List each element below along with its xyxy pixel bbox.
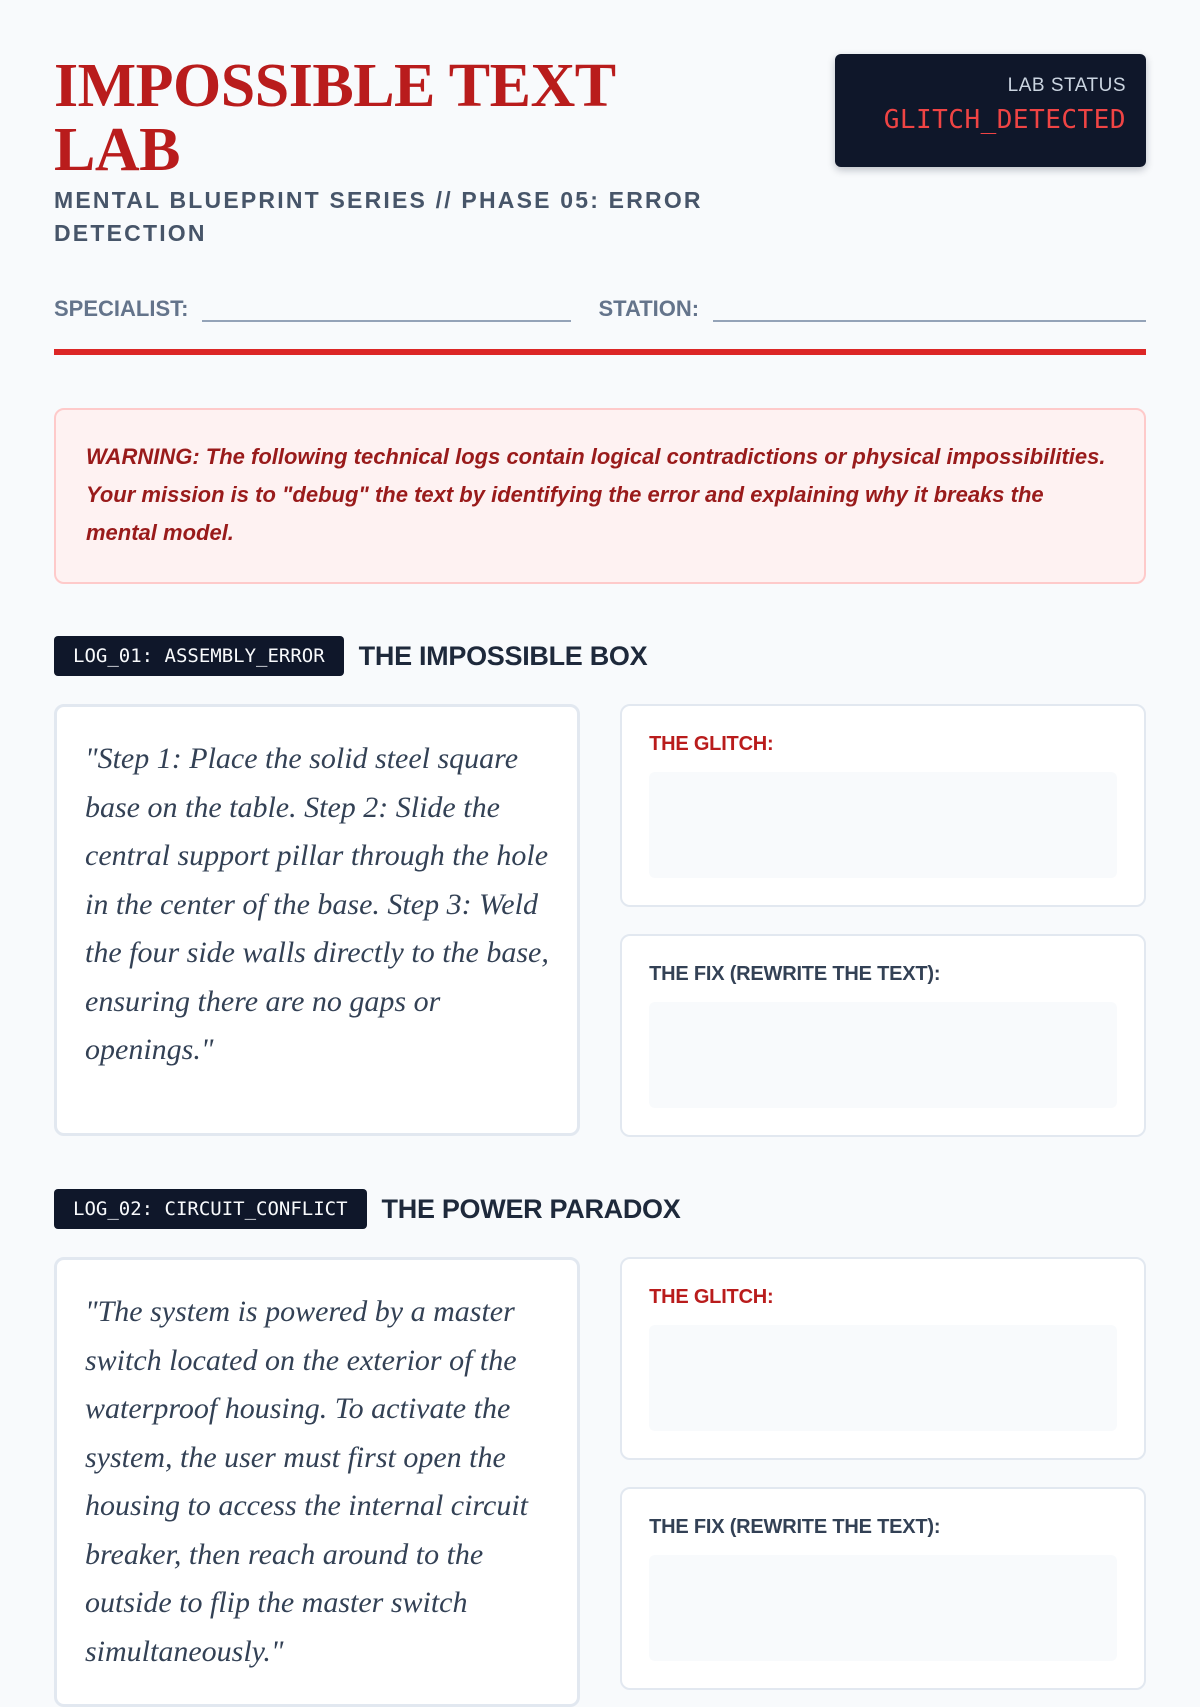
log-title: THE IMPOSSIBLE BOX bbox=[358, 640, 648, 671]
warning-box: WARNING: The following technical logs contain logical contradictions or physical impossibilities. Your mission is to "debug" the text by identifying the error and explaining why it breaks the mental model. bbox=[54, 408, 1146, 584]
lab-status-panel bbox=[835, 54, 1146, 167]
answer-column bbox=[620, 704, 1146, 1137]
fix-card bbox=[620, 1487, 1146, 1690]
specialist-label: SPECIALIST: bbox=[54, 296, 189, 321]
log-tag: LOG_01: ASSEMBLY_ERROR bbox=[54, 636, 344, 676]
log-body bbox=[54, 704, 1146, 1137]
log-tag: LOG_02: CIRCUIT_CONFLICT bbox=[54, 1189, 367, 1229]
glitch-answer-box[interactable] bbox=[649, 772, 1117, 878]
station-field[interactable] bbox=[713, 300, 1146, 322]
header bbox=[54, 54, 1146, 250]
info-fields bbox=[54, 296, 1146, 322]
page-title: IMPOSSIBLE TEXT LAB bbox=[54, 52, 615, 184]
page-subtitle: MENTAL BLUEPRINT SERIES // PHASE 05: ERROR DETECTION bbox=[54, 187, 703, 246]
lab-status-label: LAB STATUS bbox=[1007, 75, 1126, 96]
station-label: STATION: bbox=[598, 296, 700, 321]
glitch-card bbox=[620, 704, 1146, 907]
lab-status-value: GLITCH_DETECTED bbox=[883, 105, 1126, 135]
log-title: THE POWER PARADOX bbox=[381, 1193, 681, 1224]
fix-label: THE FIX (REWRITE THE TEXT): bbox=[649, 1516, 941, 1538]
fix-answer-box[interactable] bbox=[649, 1555, 1117, 1661]
log-body bbox=[54, 1257, 1146, 1707]
glitch-answer-box[interactable] bbox=[649, 1325, 1117, 1431]
log-quote: "Step 1: Place the solid steel square base on the table. Step 2: Slide the central support pillar through the hole in the center of the base. Step 3: Weld the four side walls directly to the base, ensuring there are no gaps or openings." bbox=[54, 704, 580, 1136]
log-header bbox=[54, 1189, 1146, 1229]
specialist-field[interactable] bbox=[202, 300, 571, 322]
answer-column bbox=[620, 1257, 1146, 1707]
glitch-label: THE GLITCH: bbox=[649, 1286, 774, 1308]
glitch-card bbox=[620, 1257, 1146, 1460]
header-divider bbox=[54, 349, 1146, 355]
fix-answer-box[interactable] bbox=[649, 1002, 1117, 1108]
log-header bbox=[54, 636, 1146, 676]
log-quote: "The system is powered by a master switch located on the exterior of the waterproof housing. To activate the system, the user must first open the housing to access the internal circuit breaker, then reach around to the outside to flip the master switch simultaneously." bbox=[54, 1257, 580, 1707]
fix-label: THE FIX (REWRITE THE TEXT): bbox=[649, 963, 941, 985]
glitch-label: THE GLITCH: bbox=[649, 733, 774, 755]
fix-card bbox=[620, 934, 1146, 1137]
log-section-1 bbox=[54, 636, 1146, 1137]
log-section-2 bbox=[54, 1189, 1146, 1707]
title-block bbox=[54, 54, 754, 250]
